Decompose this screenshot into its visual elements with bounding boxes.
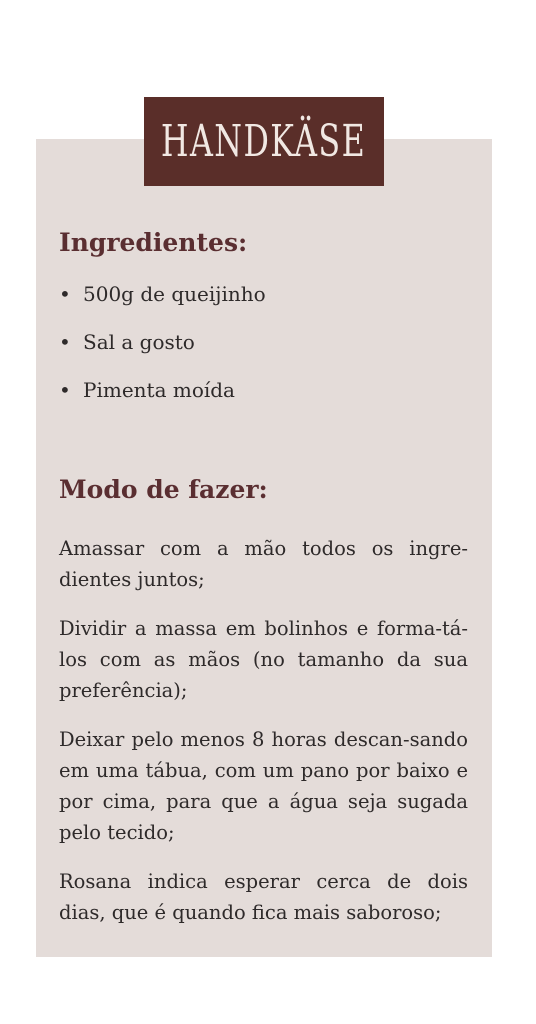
bullet-icon: • [59, 282, 71, 306]
list-item [59, 326, 266, 374]
method-heading: Modo de fazer: [59, 475, 268, 504]
recipe-title: HANDKÄSE [161, 115, 367, 167]
bullet-icon: • [59, 330, 71, 354]
ingredients-heading: Ingredientes: [59, 228, 248, 257]
ingredient-text: Sal a gosto [83, 330, 195, 354]
list-item [59, 374, 266, 422]
ingredient-text: Pimenta moída [83, 378, 235, 402]
step-paragraph: Amassar com a mão todos os ingre-dientes juntos; [59, 537, 468, 591]
step-paragraph: Dividir a massa em bolinhos e forma-tá-los com as mãos (no tamanho da sua preferência); [59, 617, 468, 702]
step-paragraph: Rosana indica esperar cerca de dois dias, que é quando fica mais saboroso; [59, 870, 468, 924]
ingredients-list [59, 278, 266, 422]
step-paragraph: Deixar pelo menos 8 horas descan-sando em uma tábua, com um pano por baixo e por cima, para que a água seja sugada pelo tecido; [59, 728, 468, 844]
ingredient-text: 500g de queijinho [83, 282, 266, 306]
list-item [59, 278, 266, 326]
bullet-icon: • [59, 378, 71, 402]
method-steps [59, 533, 468, 946]
title-banner [144, 97, 384, 186]
